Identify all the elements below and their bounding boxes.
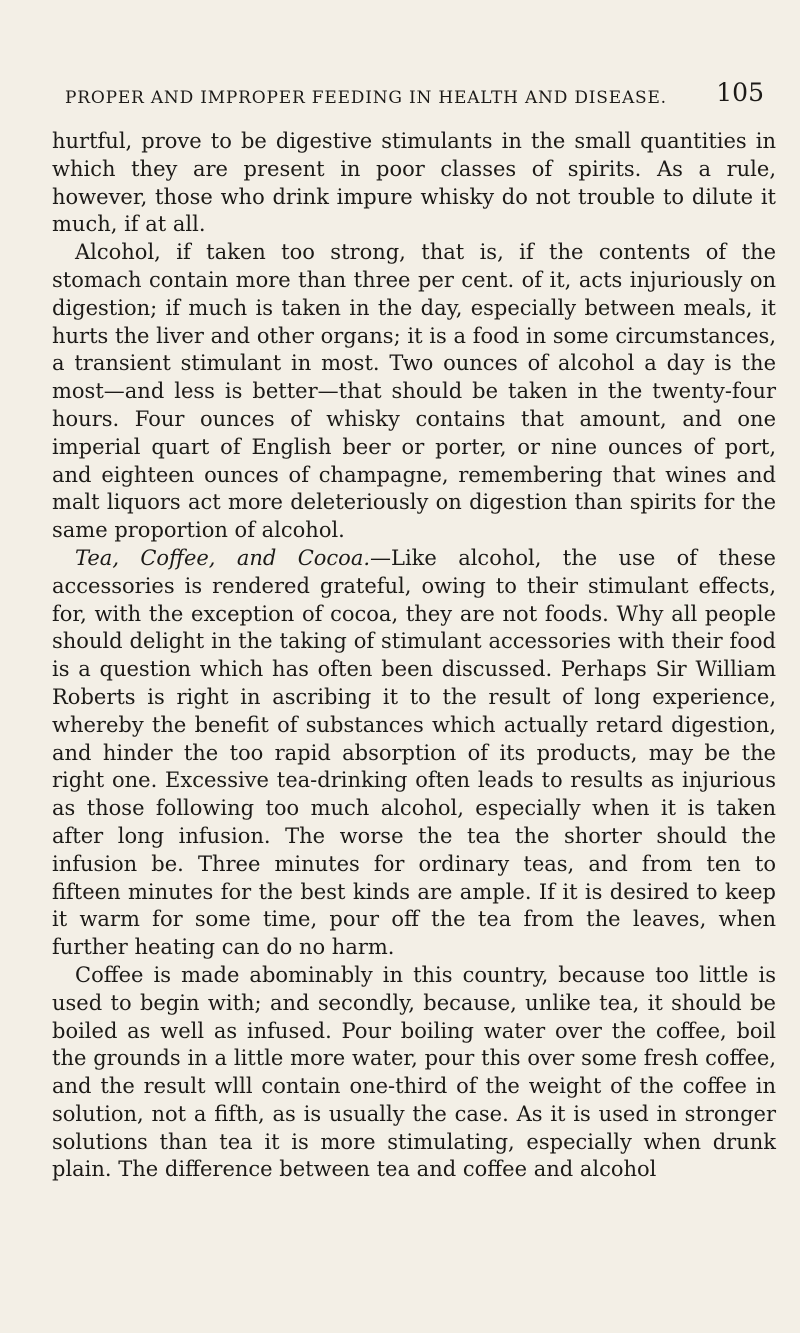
page-number: 105 [716,78,764,107]
running-title: PROPER AND IMPROPER FEEDING IN HEALTH AND DISEASE. [65,88,667,108]
section-lead-heading: Tea, Coffee, and Cocoa. [75,545,371,570]
paragraph-3 [52,545,776,962]
running-head [52,76,776,116]
book-page [52,76,776,1184]
paragraph-2: Alcohol, if taken too strong, that is, if the contents of the stomach contain more than three per cent. of it, acts injuriously on digestion; if much is taken in the day, especially between meals, it hurts the liver and other organs; it is a food in some circumstances, a transient stimulant in most. Two ounces of alcohol a day is the most—and less is better—that should be taken in the twenty-four hours. Four ounces of whisky contains that amount, and one imperial quart of English beer or porter, or nine ounces of port, and eighteen ounces of champagne, remembering that wines and malt liquors act more deleteriously on digestion than spirits for the same proportion of alcohol. [52,240,776,543]
paragraph-3-text: —Like alcohol, the use of these accessories is rendered grateful, owing to their stimulant effects, for, with the exception of cocoa, they are not foods. Why all people should delight in the taking of stimulant accessories with their food is a question which has often been discussed. Perhaps Sir William Roberts is right in ascribing it to the result of long experience, whereby the benefit of substances which actually retard digestion, and hinder the too rapid absorption of its products, may be the right one. Excessive tea-drinking often leads to results as injurious as those following too much alcohol, especially when it is taken after long infusion. The worse the tea the shorter should the infusion be. Three minutes for ordinary teas, and from ten to fifteen minutes for the best kinds are ample. If it is desired to keep it warm for some time, pour off the tea from the leaves, when further heating can do no harm. [52,545,776,960]
paragraph-4: Coffee is made abominably in this country, because too little is used to begin with; and secondly, because, unlike tea, it should be boiled as well as infused. Pour boiling water over the coffee, boil the grounds in a little more water, pour this over some fresh coffee, and the result wlll contain one-third of the weight of the coffee in solution, not a fifth, as is usually the case. As it is used in stronger solutions than tea it is more stimulating, especially when drunk plain. The difference between tea and coffee and alcohol [52,962,776,1182]
body-text [52,128,776,1184]
paragraph-1: hurtful, prove to be digestive stimulants in the small quantities in which they are present in poor classes of spirits. As a rule, however, those who drink impure whisky do not trouble to dilute it much, if at all. [52,129,776,237]
